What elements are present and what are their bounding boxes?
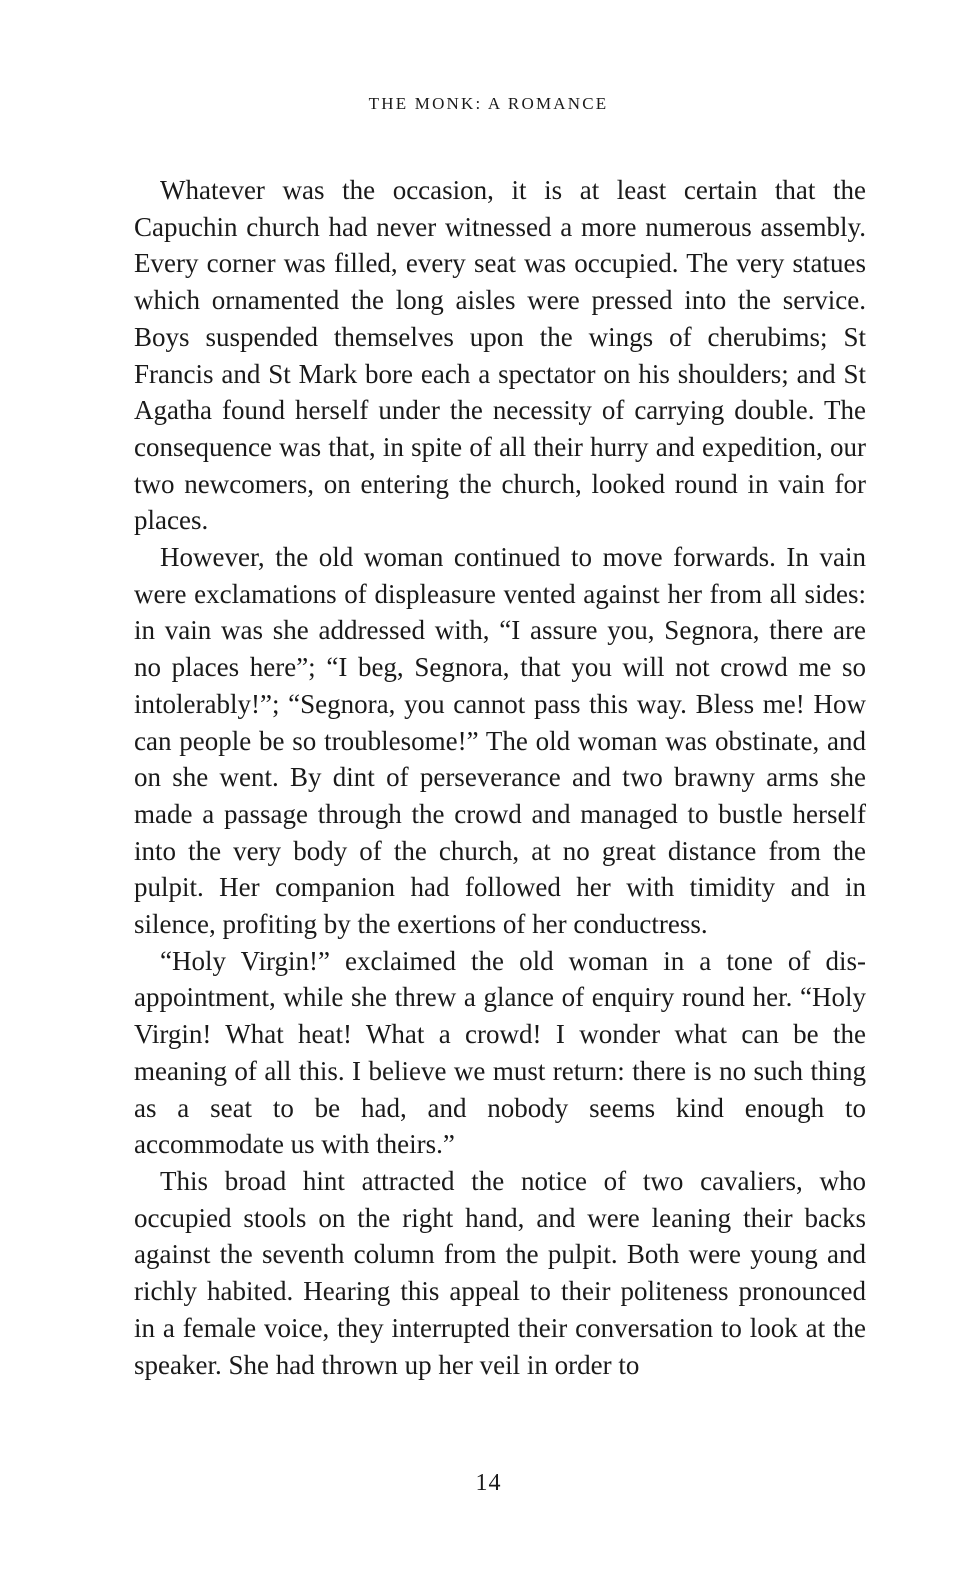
paragraph-4: This broad hint attracted the notice of two cavaliers, who occupied stools on the right hand, and were leaning their backs against the seventh column from the pulpit. Both were young and richly habited. Hearing this appeal to their politeness pronounced in a female voice, they interrupted their conversation to look at the speaker. She had thrown up her veil in order to [134, 1165, 866, 1380]
running-head: THE MONK: A ROMANCE [368, 94, 609, 113]
paragraph-1: Whatever was the occasion, it is at least certain that the Capuchin church had never witnessed a more numerous assembly. Every corner was filled, every seat was occupied. The very statues which ornamented the long aisles were pressed into the service. Boys suspended themselves upon the wings of cherubims; St Francis and St Mark bore each a spectator on his shoulders; and St Agatha found herself under the necessity of carrying double. The consequence was that, in spite of all their hurry and expedition, our two newcomers, on entering the church, looked round in vain for places. [134, 175, 866, 536]
body-text [134, 172, 866, 1383]
paragraph-3: “Holy Virgin!” exclaimed the old woman in a tone of disappointment, while she threw a glance of enquiry round her. “Holy Virgin! What heat! What a crowd! I wonder what can be the meaning of all this. I believe we must return: there is no such thing as a seat to be had, and nobody seems kind enough to accommodate us with theirs.” [134, 945, 866, 1160]
paragraph-2: However, the old woman continued to move forwards. In vain were exclamations of displeasure vented against her from all sides: in vain was she addressed with, “I assure you, Segnora, there are no places here”; “I beg, Segnora, that you will not crowd me so intolerably!”; “Segnora, you cannot pass this way. Bless me! How can people be so troublesome!” The old woman was obstinate, and on she went. By dint of perseverance and two brawny arms she made a passage through the crowd and managed to bustle herself into the very body of the church, at no great distance from the pulpit. Her companion had followed her with timidity and in silence, profiting by the exertions of her conductress. [134, 542, 866, 940]
page-number: 14 [475, 1470, 502, 1496]
